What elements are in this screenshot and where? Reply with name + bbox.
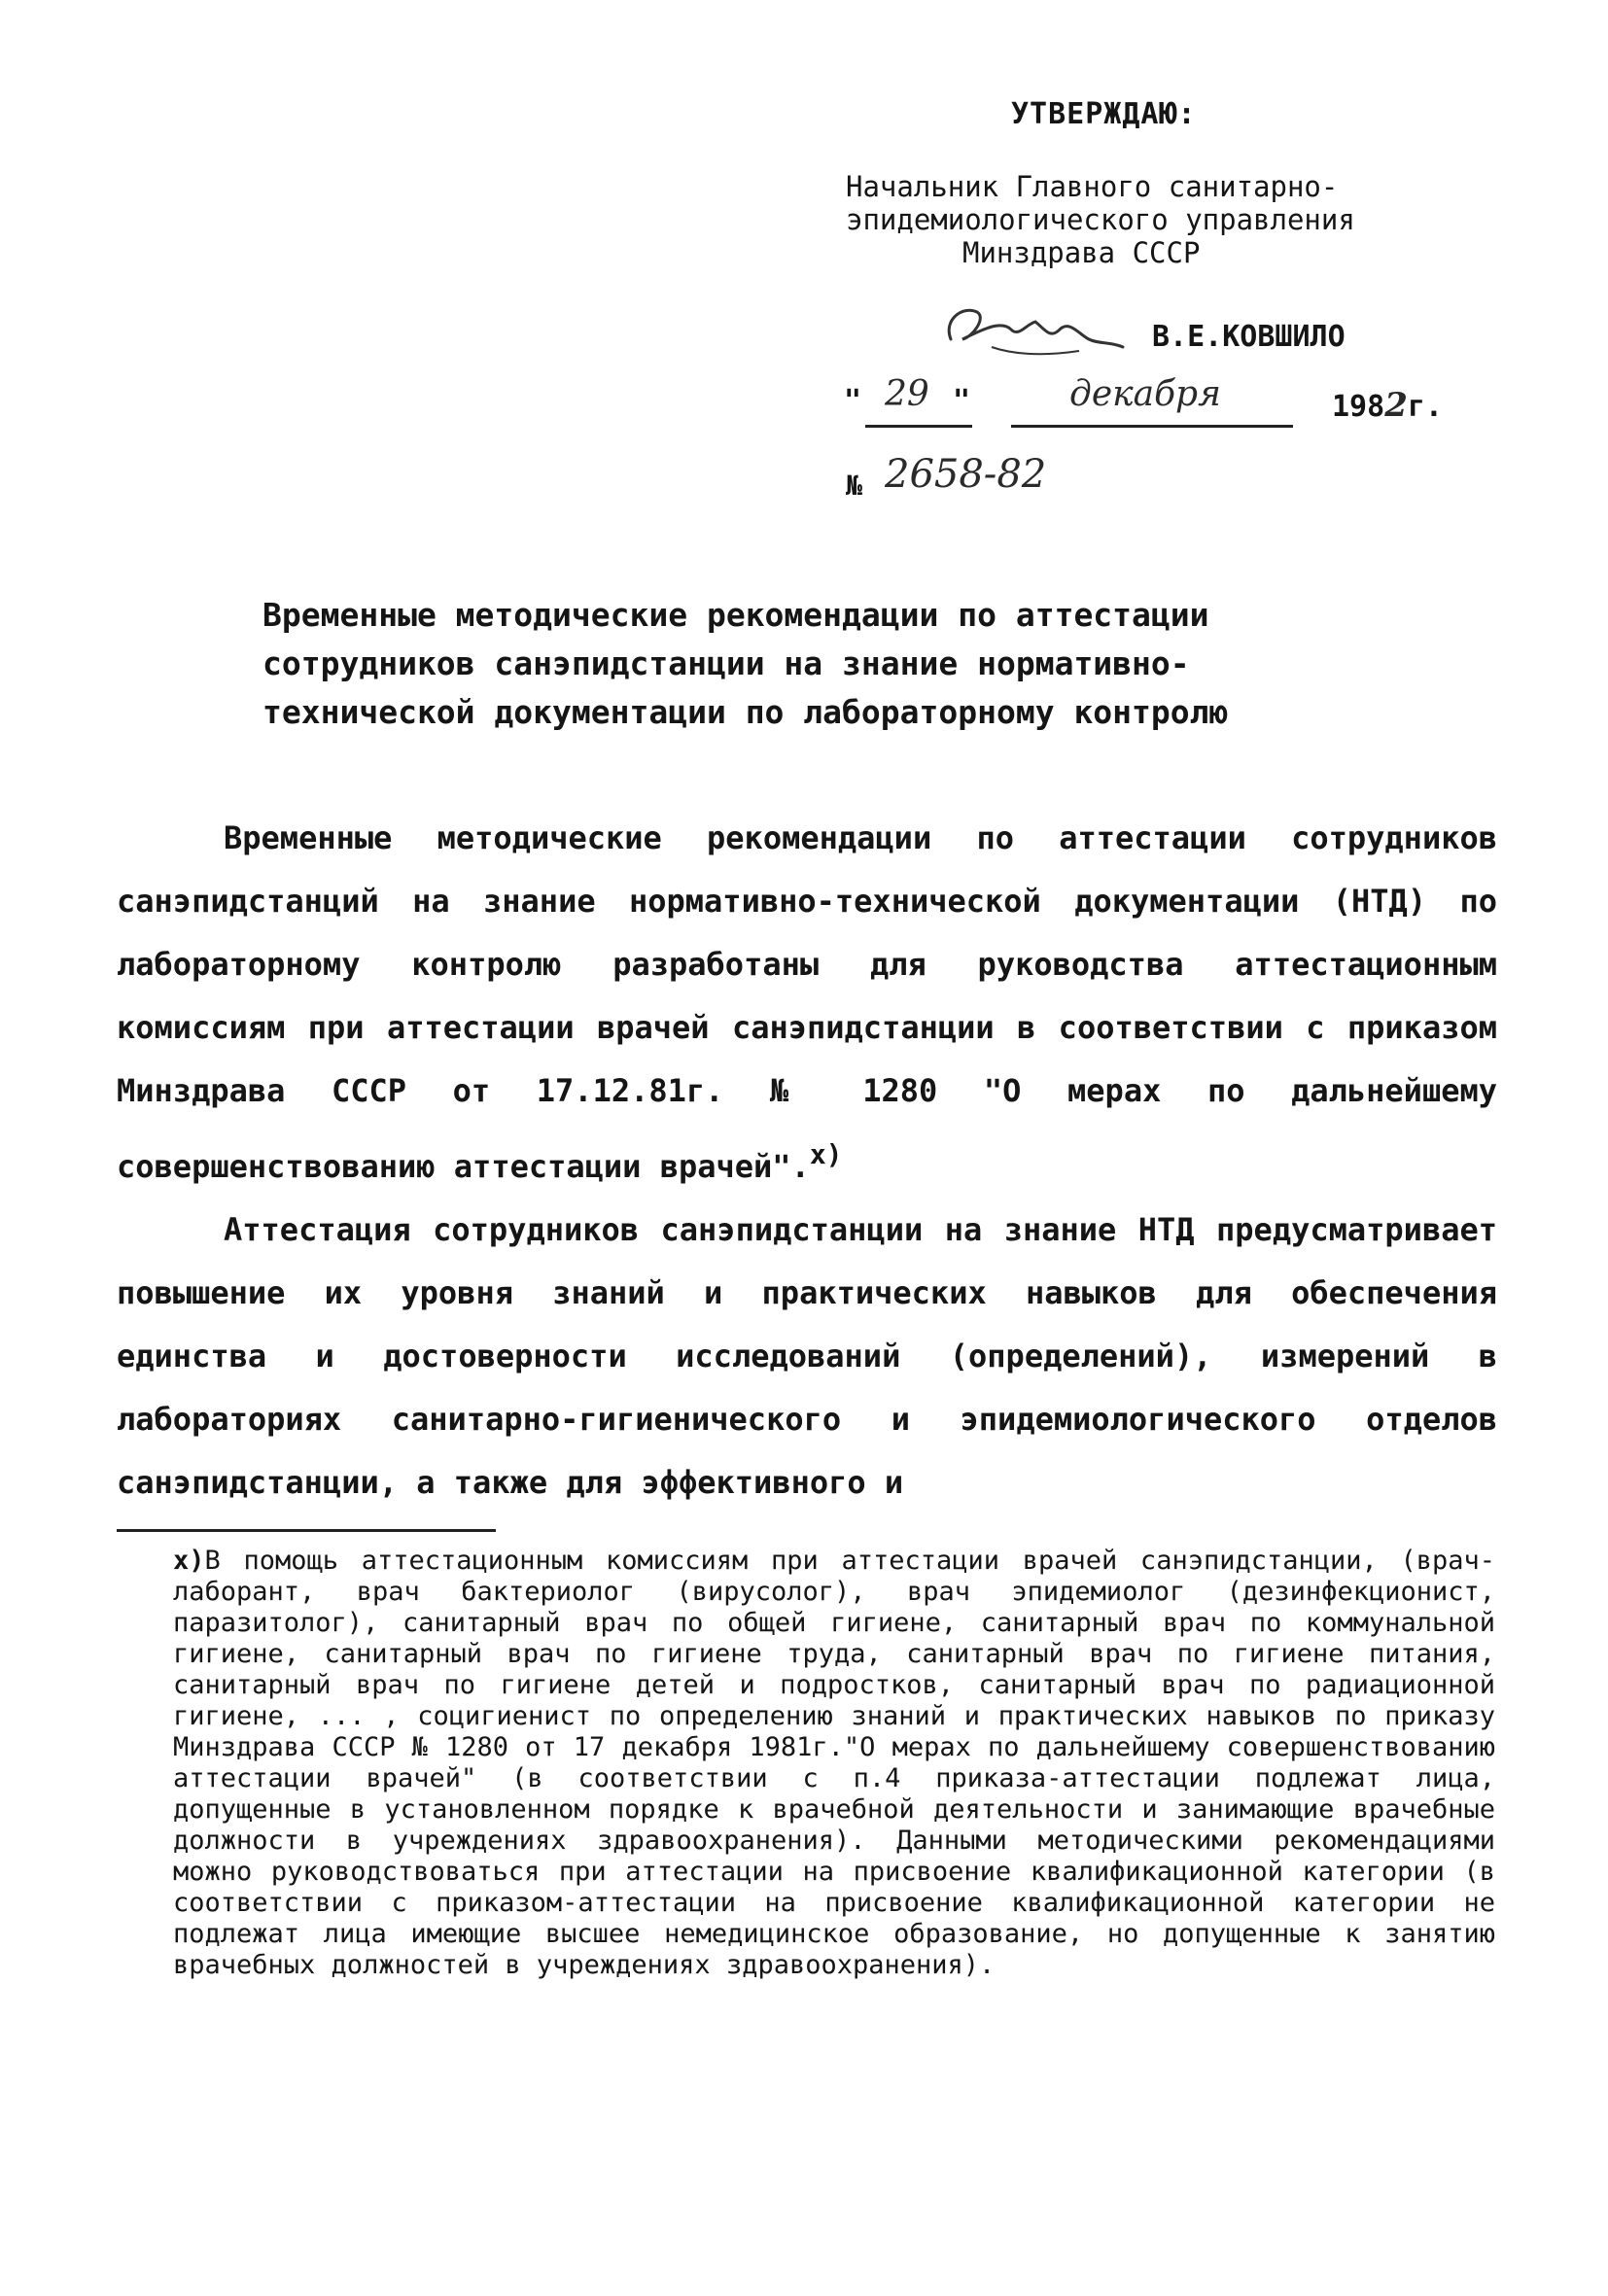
approval-title: УТВЕРЖДАЮ:: [1011, 97, 1197, 131]
body-paragraph-2: Аттестация сотрудников санэпидстанции на знание НТД предусматривает повышение их уровня знаний и практических навыков для обеспечения единства и достоверности исследований (определений), измерений в лабораториях санитарно-гигиенического и эпидемиологического отделов санэпидстанции, а также для эффективного и: [117, 1211, 1497, 1501]
quote-open-day: ": [844, 384, 862, 418]
document-title: [262, 591, 1429, 737]
document-title-line-2: сотрудников санэпидстанции на знание нормативно-: [262, 644, 1190, 682]
date-day: 29: [885, 374, 929, 414]
approver-position-line-1: Начальник Главного санитарно-: [846, 170, 1339, 203]
document-title-line-3: технической документации по лабораторному контролю: [262, 693, 1229, 731]
footnote-label: х): [173, 1546, 205, 1576]
footnote-divider: [117, 1529, 496, 1532]
approval-date: [846, 374, 1507, 433]
approver-position: [846, 170, 1507, 269]
approver-position-line-3: Минздрава СССР: [962, 236, 1201, 269]
body-paragraph-1: Временные методические рекомендации по аттестации сотрудников санэпидстанций на знание нормативно-технической документации (НТД) по лабораторному контролю разработаны для руководства аттестационным комиссиям при аттестации врачей санэпидстанции в соответствии с приказом Минздрава СССР от 17.12.81г. № 1280 "О мерах по дальнейшему совершенствованию аттестации врачей".х): [117, 819, 1497, 1185]
footnote: [173, 1546, 1495, 1981]
date-month: декабря: [1069, 374, 1221, 414]
document-title-line-1: Временные методические рекомендации по аттестации: [262, 596, 1209, 634]
approval-block: [846, 97, 1507, 510]
date-year: 1982г.: [1332, 386, 1443, 425]
month-underline: [1011, 425, 1293, 428]
registration-row: [846, 452, 1507, 510]
registration-number: 2658-82: [885, 452, 1047, 497]
footnote-marker: х): [809, 1138, 843, 1170]
approver-position-line-2: эпидемиологического управления: [846, 203, 1355, 236]
number-sign: №: [846, 470, 862, 502]
signer-name: В.Е.КОВШИЛО: [1152, 320, 1346, 354]
day-underline: [865, 425, 972, 428]
document-body: [117, 807, 1497, 1514]
quote-close-day: ": [953, 384, 971, 418]
signature-row: [846, 300, 1507, 368]
footnote-text: В помощь аттестационным комиссиям при аттестации врачей санэпидстанции, (врач-лаборант, врач бактериолог (вирусолог), врач эпидемиолог (дезинфекционист, паразитолог), санитарный врач по общей гигиене, санитарный врач по коммунальной гигиене, санитарный врач по гигиене труда, санитарный врач по гигиене питания, санитарный врач по гигиене детей и подростков, санитарный врач по радиационной гигиене, ... , социгиенист по определению знаний и практических навыков по приказу Минздрава СССР № 1280 от 17 декабря 1981г."О мерах по дальнейшему совершенствованию аттестации врачей" (в соответствии с п.4 приказа-аттестации подлежат лица, допущенные в установленном порядке к врачебной деятельности и занимающие врачебные должности в учреждениях здравоохранения). Данными методическими рекомендациями можно руководствоваться при аттестации на присвоение квалификационной категории (в соответствии с приказом-аттестации на присвоение квалификационной категории не подлежат лица имеющие высшее немедицинское образование, но допущенные к занятию врачебных должностей в учреждениях здравоохранения).: [173, 1546, 1495, 1980]
handwritten-signature: [933, 300, 1128, 368]
